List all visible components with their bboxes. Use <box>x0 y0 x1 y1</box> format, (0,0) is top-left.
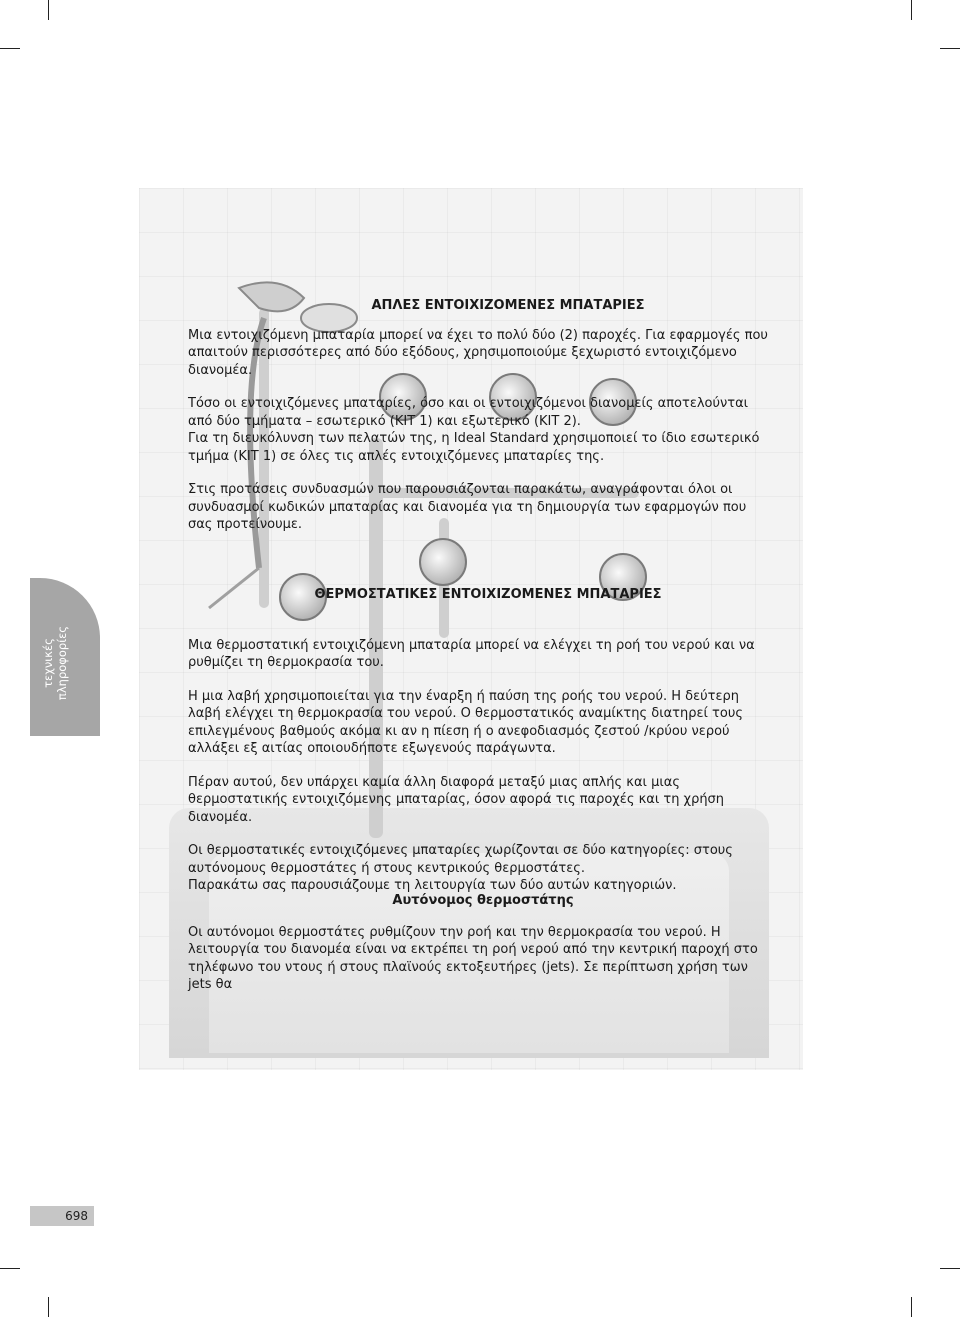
paragraph: Μια εντοιχιζόμενη μπαταρία μπορεί να έχει το πολύ δύο (2) παροχές. Για εφαρμογές που απαιτούν περισσότερες από δύο εξόδους, χρησιμοποιούμε ξεχωριστό εντοιχιζόμενο διανομέα. <box>188 327 768 378</box>
page-number: 698 <box>30 1206 94 1226</box>
section-title: Αυτόνομος θερμοστάτης <box>392 893 574 908</box>
crop-mark <box>940 48 960 49</box>
section-autonomous-thermostat <box>188 892 768 994</box>
side-tab-line2: πληροφορίες <box>55 625 69 701</box>
side-tab-label <box>41 593 73 733</box>
paragraph: Οι θερμοστατικές εντοιχιζόμενες μπαταρίες χωρίζονται σε δύο κατηγορίες: στους αυτόνομους θερμοστάτες ή στους κεντρικούς θερμοστάτες. <box>188 843 733 876</box>
crop-mark <box>0 1268 20 1269</box>
section-simple-mixers <box>188 297 768 534</box>
paragraph: Για τη διευκόλυνση των πελατών της, η Ideal Standard χρησιμοποιεί το ίδιο εσωτερικό τμήμα (KIT 1) σε όλες τις απλές εντοιχιζόμενες μπαταρίες της. <box>188 431 760 464</box>
side-tab-line1: τεχνικές <box>41 638 55 688</box>
paragraph: Στις προτάσεις συνδυασμών που παρουσιάζονται παρακάτω, αναγράφονται όλοι οι συνδυασμοί κωδικών μπαταρίας και διανομέα για τη δημιουργία των εφαρμογών που σας προτείνουμε. <box>188 482 747 532</box>
paragraph: Μια θερμοστατική εντοιχιζόμενη μπαταρία μπορεί να ελέγχει τη ροή του νερού και να ρυθμίζει τη θερμοκρασία του. <box>188 637 755 670</box>
section-title: ΘΕΡΜΟΣΤΑΤΙΚΕΣ ΕΝΤΟΙΧΙΖΟΜΕΝΕΣ ΜΠΑΤΑΡΙΕΣ <box>314 587 662 602</box>
paragraph: Παρακάτω σας παρουσιάζουμε τη λειτουργία των δύο αυτών κατηγοριών. <box>188 878 677 893</box>
crop-mark <box>48 0 49 20</box>
section-title: ΑΠΛΕΣ ΕΝΤΟΙΧΙΖΟΜΕΝΕΣ ΜΠΑΤΑΡΙΕΣ <box>371 298 645 313</box>
crop-mark <box>940 1268 960 1269</box>
crop-mark <box>0 48 20 49</box>
section-thermostatic-mixers <box>188 586 768 895</box>
crop-mark <box>911 1297 912 1317</box>
paragraph: Οι αυτόνομοι θερμοστάτες ρυθμίζουν την ροή και την θερμοκρασία του νερού. Η λειτουργία του διανομέα είναι να εκτρέπει τη ροή νερού από την κεντρική παροχή στο τηλέφωνο του ντους ή στους πλαϊνούς εκτοξευτήρες (jets). Σε περίπτωση χρήση των jets θα <box>188 924 758 992</box>
crop-mark <box>911 0 912 20</box>
crop-mark <box>48 1297 49 1317</box>
paragraph: Η μια λαβή χρησιμοποιείται για την έναρξη ή παύση της ροής του νερού. Η δεύτερη λαβή ελέγχει τη θερμοκρασία του νερού. Ο θερμοστατικός αναμίκτης διατηρεί τους επιλεγμένους βαθμούς ακόμα κι αν η πίεση ή ο ανεφοδιασμός ζεστού /κρύου νερού αλλάξει εξ αιτίας οποιουδήποτε εξωγενούς παράγωντα. <box>188 688 743 756</box>
paragraph: Τόσο οι εντοιχιζόμενες μπαταρίες, όσο και οι εντοιχιζόμενοι διανομείς αποτελούνται από δύο τμήματα – εσωτερικό (KIT 1) και εξωτερικό (KIT 2). <box>188 396 749 429</box>
paragraph: Πέραν αυτού, δεν υπάρχει καμία άλλη διαφορά μεταξύ μιας απλής και μιας θερμοστατικής εντοιχιζόμενης μπαταρίας, όσον αφορά τις παροχές και τη χρήση διανομέα. <box>188 774 725 825</box>
